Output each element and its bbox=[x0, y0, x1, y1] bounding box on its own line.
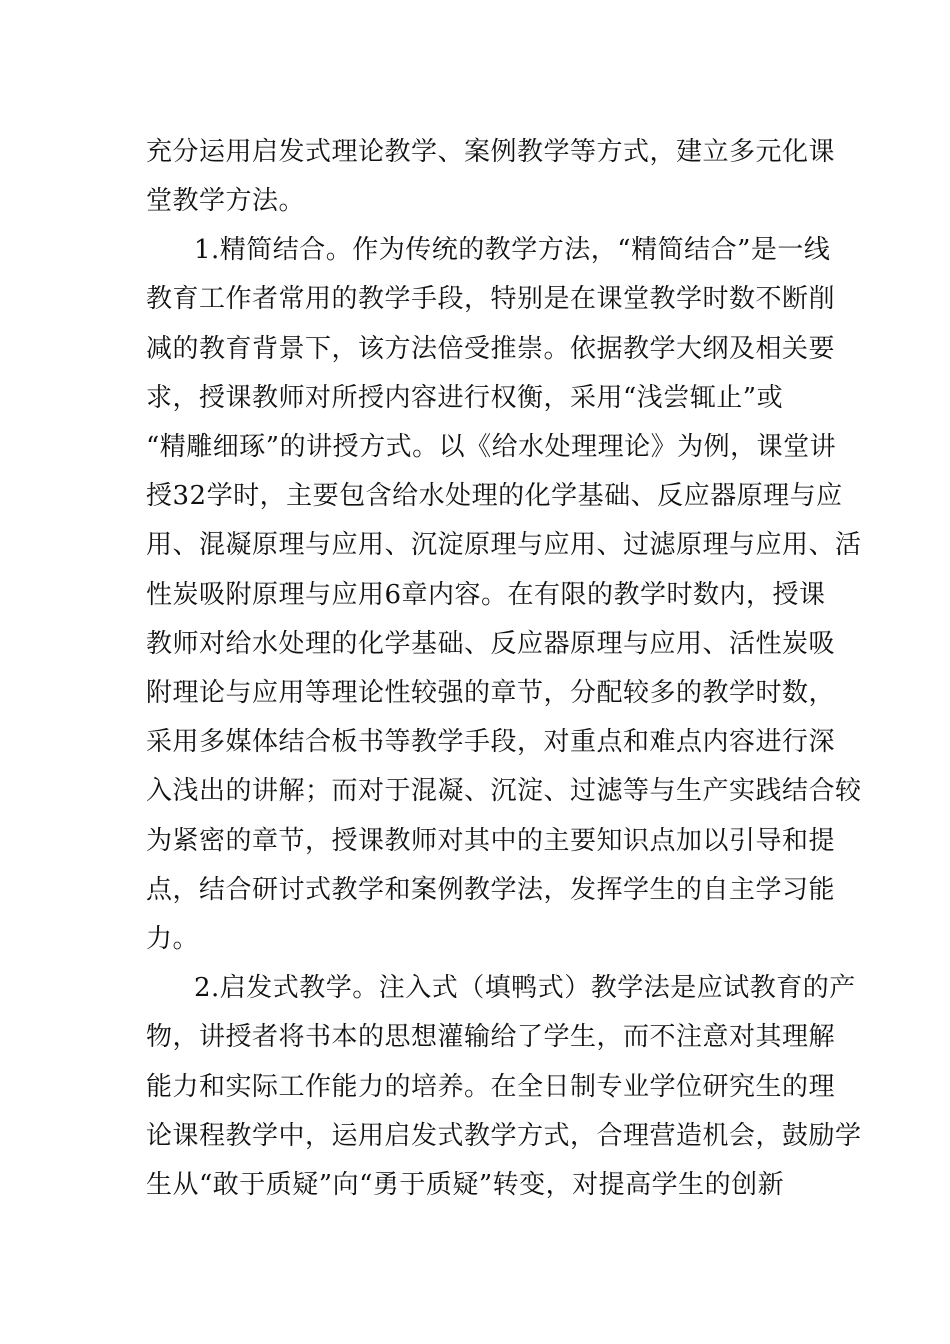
text-line: 力。 bbox=[146, 924, 200, 954]
text-line: 附理论与应用等理论性较强的章节，分配较多的教学时数， bbox=[146, 678, 836, 708]
text-line: 教师对给水处理的化学基础、反应器原理与应用、活性炭吸 bbox=[146, 629, 836, 659]
text-line: 教育工作者常用的教学手段，特别是在课堂教学时数不断削 bbox=[146, 284, 836, 314]
text-line: 能力和实际工作能力的培养。在全日制专业学位研究生的理 bbox=[146, 1072, 836, 1102]
text-line: 点，结合研讨式教学和案例教学法，发挥学生的自主学习能 bbox=[146, 875, 836, 905]
text-line: 生从“敢于质疑”向“勇于质疑”转变，对提高学生的创新 bbox=[146, 1170, 785, 1200]
text-line: 物，讲授者将书本的思想灌输给了学生，而不注意对其理解 bbox=[146, 1022, 836, 1052]
text-line: 采用多媒体结合板书等教学手段，对重点和难点内容进行深 bbox=[146, 727, 836, 757]
text-line: 为紧密的章节，授课教师对其中的主要知识点加以引导和提 bbox=[146, 826, 836, 856]
text-line: “精雕细琢”的讲授方式。以《给水处理理论》为例，课堂讲 bbox=[146, 432, 837, 462]
paragraph-1-start: 1.精简结合。作为传统的教学方法，“精简结合”是一线 bbox=[194, 235, 831, 265]
text-line: 用、混凝原理与应用、沉淀原理与应用、过滤原理与应用、活 bbox=[146, 530, 862, 560]
text-line: 减的教育背景下，该方法倍受推崇。依据教学大纲及相关要 bbox=[146, 334, 836, 364]
paragraph-2-start: 2.启发式教学。注入式（填鸭式）教学法是应试教育的产 bbox=[194, 973, 856, 1003]
text-line: 求，授课教师对所授内容进行权衡，采用“浅尝辄止”或 bbox=[146, 383, 784, 413]
text-line: 授32学时，主要包含给水处理的化学基础、反应器原理与应 bbox=[146, 481, 843, 511]
text-line: 充分运用启发式理论教学、案例教学等方式，建立多元化课 bbox=[146, 137, 836, 167]
text-line: 论课程教学中，运用启发式教学方式，合理营造机会，鼓励学 bbox=[146, 1121, 862, 1151]
text-line: 入浅出的讲解；而对于混凝、沉淀、过滤等与生产实践结合较 bbox=[146, 776, 862, 806]
text-line: 堂教学方法。 bbox=[146, 186, 306, 216]
text-line: 性炭吸附原理与应用6章内容。在有限的教学时数内，授课 bbox=[146, 580, 826, 610]
